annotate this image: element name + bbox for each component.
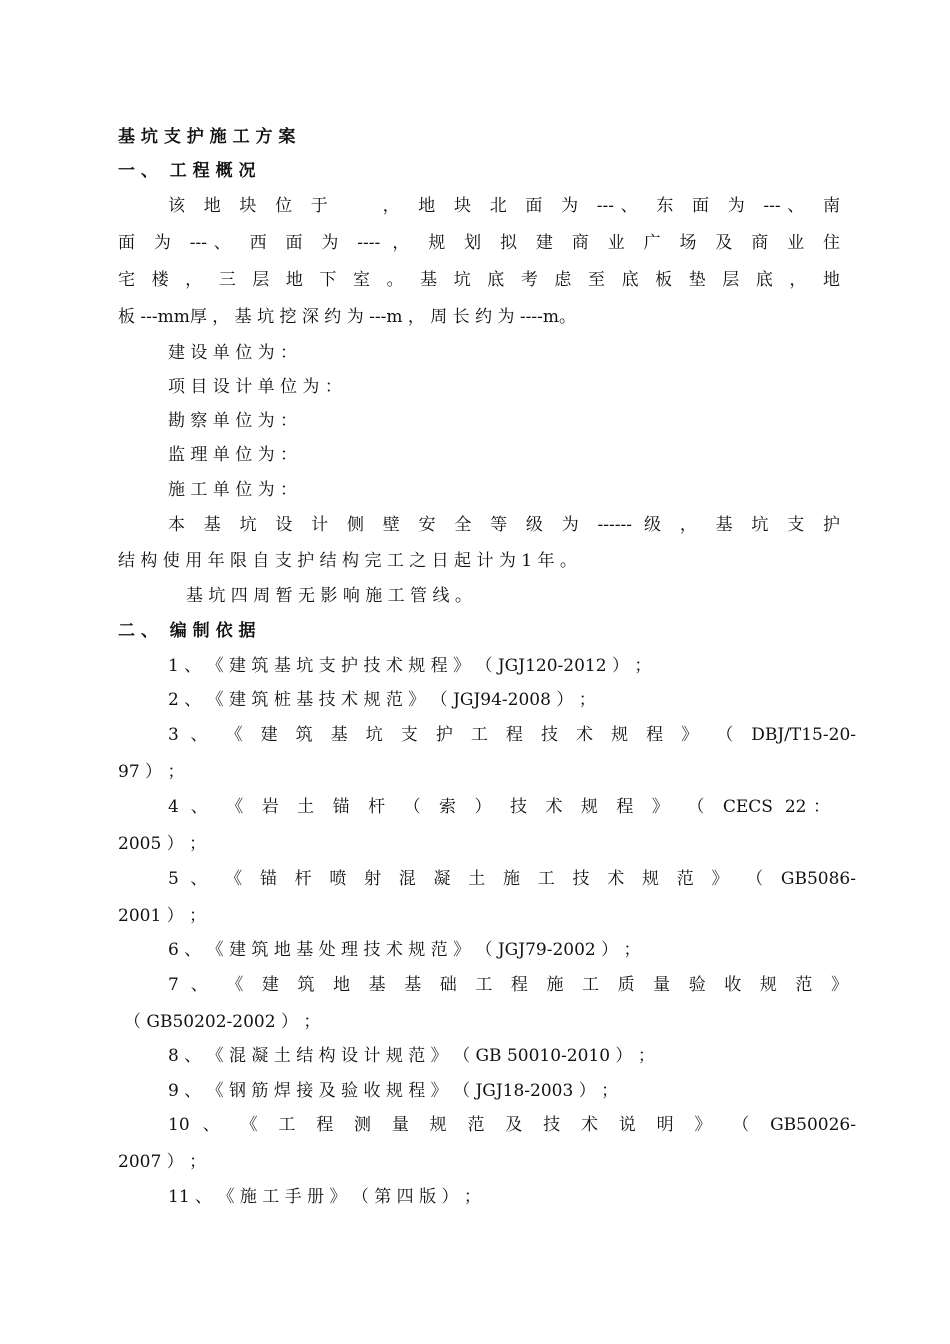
reference-item: 7 、 《 建 筑 地 基 基 础 工 程 施 工 质 量 验 收 规 范 》 [168,975,848,995]
paragraph-line: 该 地 块 位 于 ， 地 块 北 面 为 ---、 东 面 为 ---、 南 [168,196,840,216]
document-title: 基 坑 支 护 施 工 方 案 [118,127,296,147]
reference-item: 1 、 《 建 筑 基 坑 支 护 技 术 规 程 》 （ JGJ120-2012 ） ； [168,656,652,676]
paragraph-line: 本 基 坑 设 计 侧 壁 安 全 等 级 为 ------ 级 ， 基 坑 支 护 [168,515,840,535]
reference-item: 4 、 《 岩 土 锚 杆 （ 索 ） 技 术 规 程 》 （ CECS 22： [168,797,830,817]
reference-item: 3 、 《 建 筑 基 坑 支 护 工 程 技 术 规 程 》 （ DBJ/T15-20- [168,725,856,745]
unit-line-design: 项 目 设 计 单 位 为 ： [168,377,342,397]
reference-item-continuation: 2007 ） ； [118,1152,207,1172]
paragraph-line: 基 坑 四 周 暂 无 影 响 施 工 管 线 。 [186,586,472,606]
paragraph-line: 面 为 ---、 西 面 为 ---- ， 规 划 拟 建 商 业 广 场 及 商 业 住 [118,233,840,253]
reference-item: 10 、 《 工 程 测 量 规 范 及 技 术 说 明 》 （ GB50026- [168,1115,856,1135]
reference-item: 11 、 《 施 工 手 册 》 （ 第 四 版 ） ； [168,1187,481,1207]
reference-item: 9 、 《 钢 筋 焊 接 及 验 收 规 程 》 （ JGJ18-2003 ） ； [168,1081,619,1101]
paragraph-line: 板 ---mm厚 ， 基 坑 挖 深 约 为 ---m ， 周 长 约 为 ----m。 [118,307,576,327]
paragraph-line: 宅 楼 ， 三 层 地 下 室 。 基 坑 底 考 虑 至 底 板 垫 层 底 ， 地 [118,270,840,290]
unit-line-supervision: 监 理 单 位 为 ： [168,445,298,465]
unit-line-survey: 勘 察 单 位 为 ： [168,411,298,431]
reference-item: 6 、 《 建 筑 地 基 处 理 技 术 规 范 》 （ JGJ79-2002 ） ； [168,940,641,960]
reference-item: 2 、 《 建 筑 桩 基 技 术 规 范 》 （ JGJ94-2008 ） ； [168,690,596,710]
reference-item-continuation: （ GB50202-2002 ） ； [124,1012,321,1032]
reference-item: 8 、 《 混 凝 土 结 构 设 计 规 范 》 （ GB 50010-2010 ） ； [168,1046,655,1066]
reference-item-continuation: 97 ） ； [118,762,185,782]
reference-item-continuation: 2005 ） ； [118,834,207,854]
section-heading-overview: 一 、 工 程 概 况 [118,161,256,181]
section-heading-basis: 二 、 编 制 依 据 [118,621,256,641]
paragraph-line: 结 构 使 用 年 限 自 支 护 结 构 完 工 之 日 起 计 为 1 年 。 [118,551,577,571]
reference-item: 5 、 《 锚 杆 喷 射 混 凝 土 施 工 技 术 规 范 》 （ GB5086- [168,869,856,889]
unit-line-contractor: 施 工 单 位 为 ： [168,480,298,500]
reference-item-continuation: 2001 ） ； [118,906,207,926]
unit-line-construction: 建 设 单 位 为 ： [168,343,298,363]
